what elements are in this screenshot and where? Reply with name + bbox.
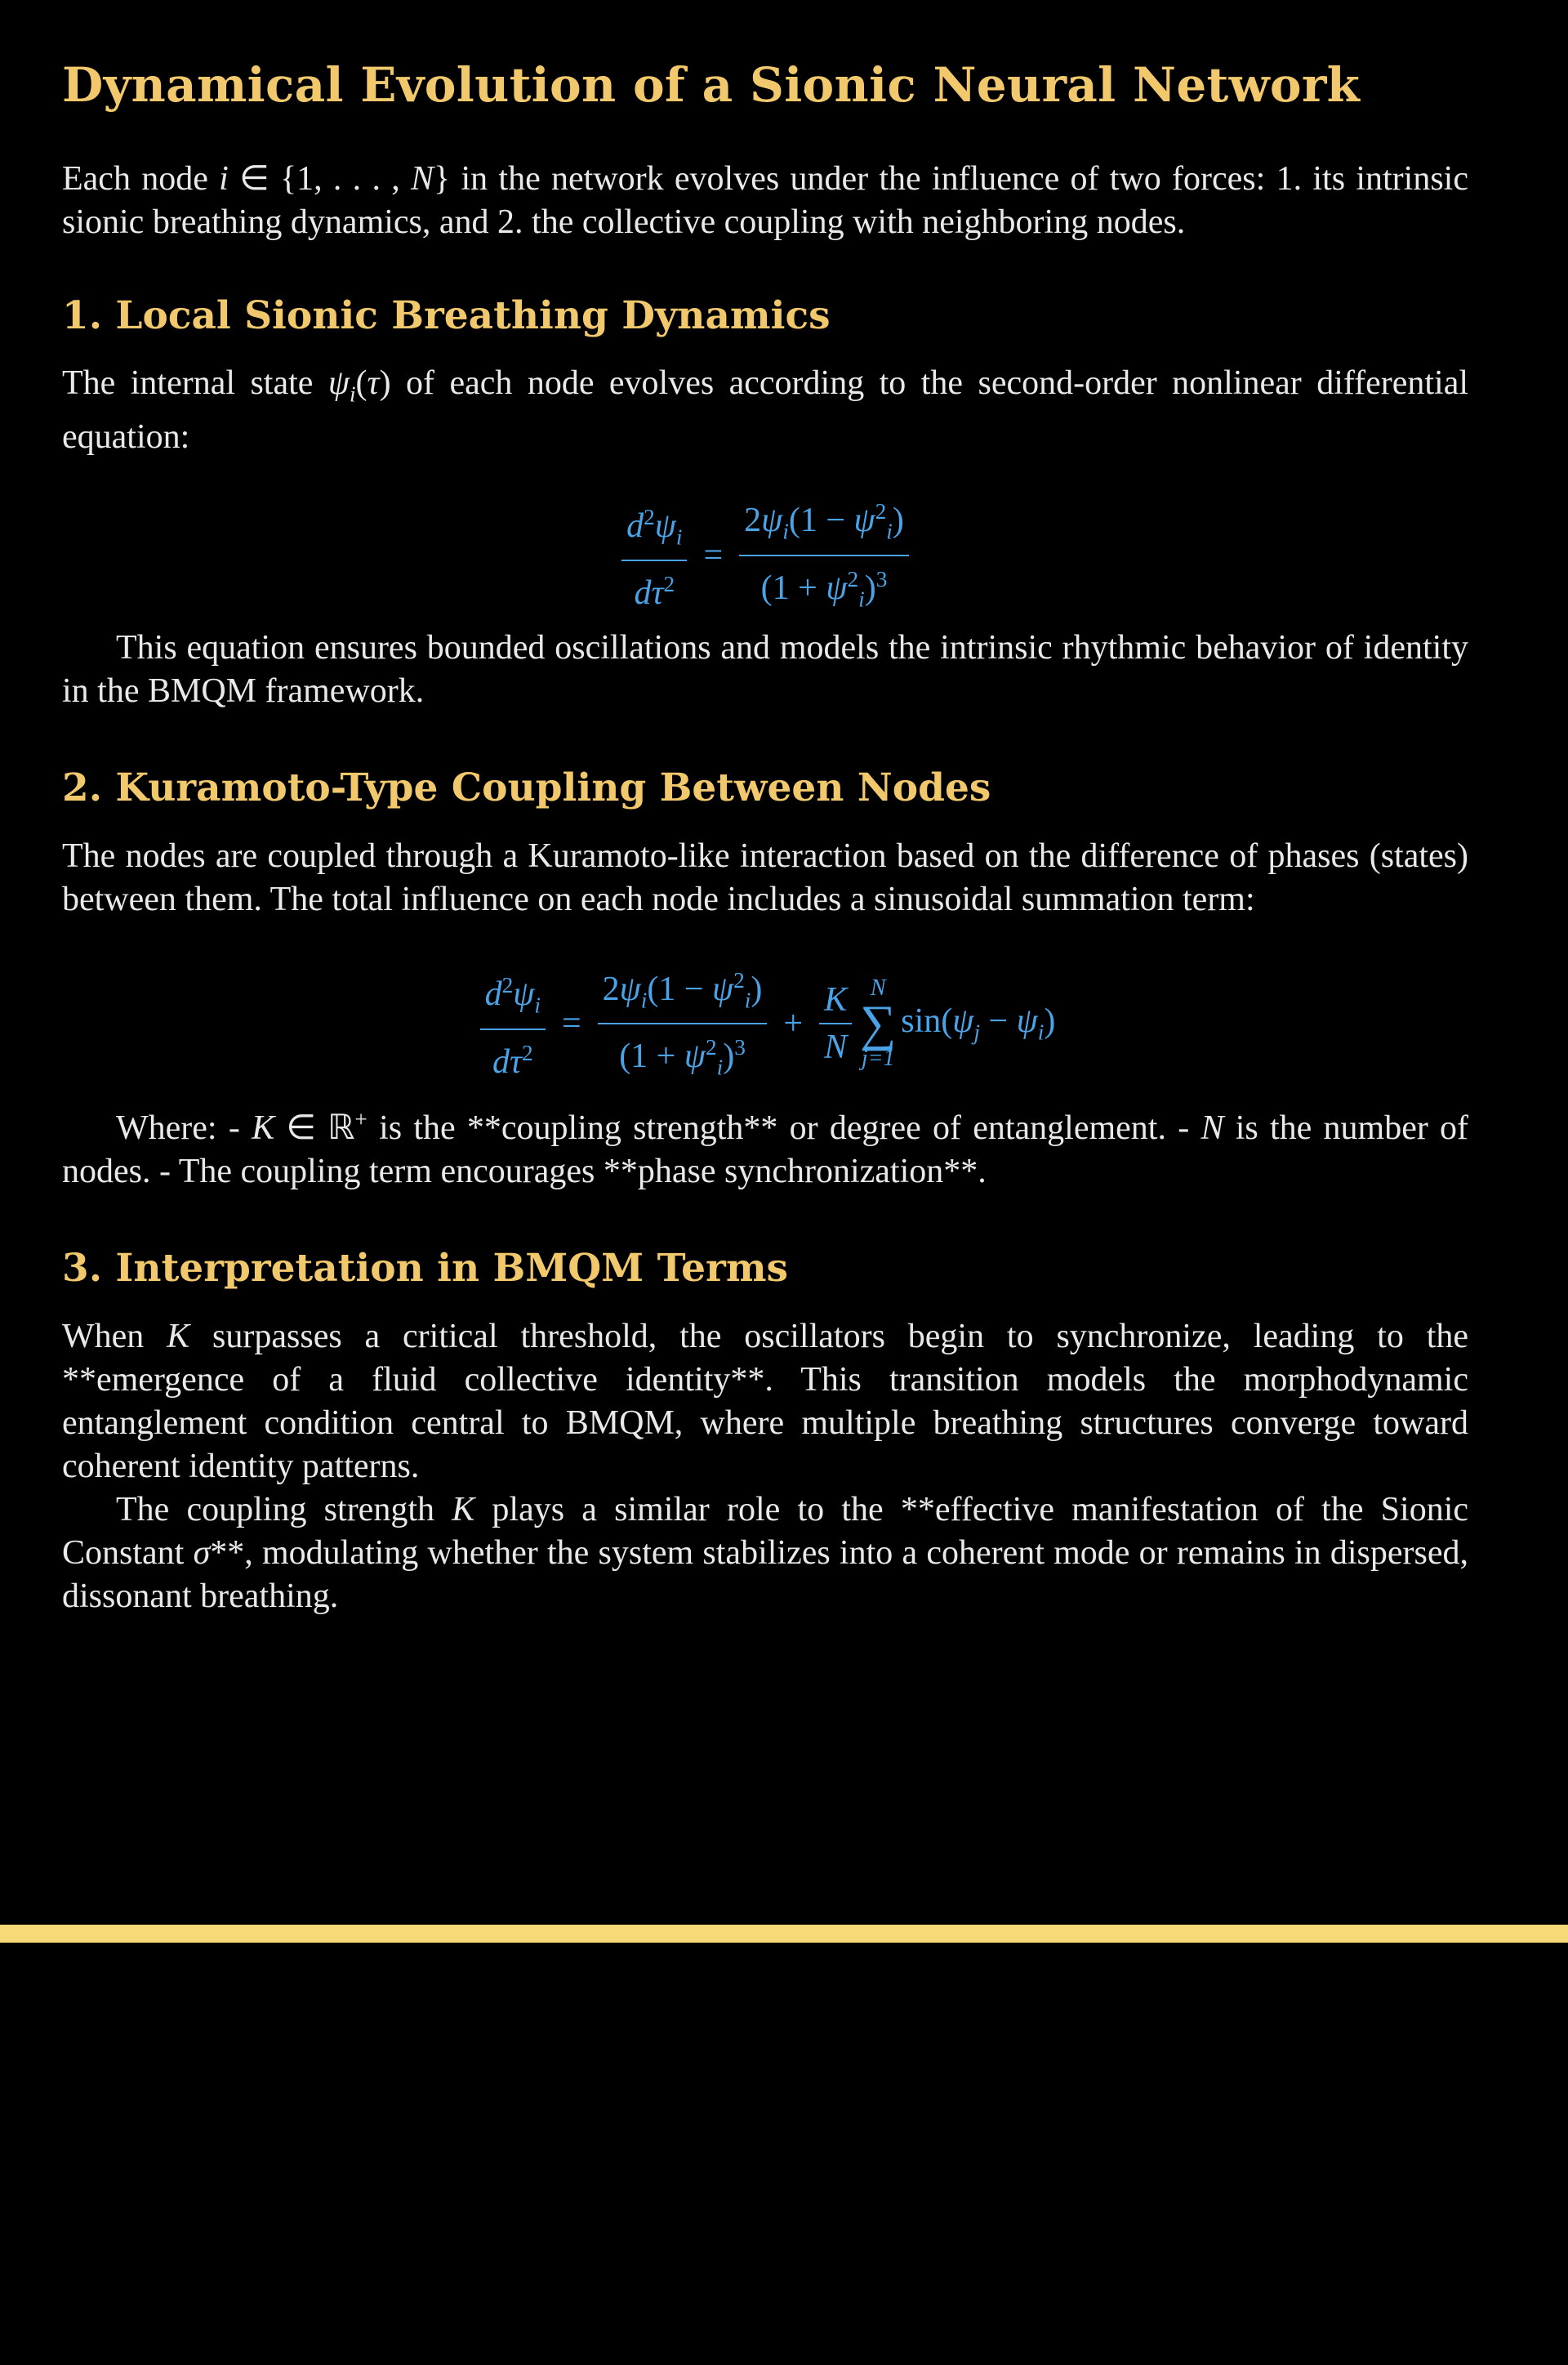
where-text-b: is the **coupling strength** or degree of entanglement. - xyxy=(379,1109,1190,1148)
section-3-p2-middle: plays a similar role to the **effective manifestation of the Sionic Constant xyxy=(62,1490,1469,1572)
intro-paragraph: Each node i ∈ {1, . . . , N} in the network evolves under the influence of two forces: 1. its intrinsic sionic breathing dynamics, and 2. the collective coupling with neighboring nodes. xyxy=(62,159,1468,241)
equation-local-breathing: $\frac{d^2\psi_i}{d\tau^2}$ = $\frac{2\psi_i(1 - \psi^2_i)}{(1 + \psi^2_i)^3}$ xyxy=(62,492,1468,618)
where-text-a: Where: - xyxy=(116,1109,240,1148)
eq2-lhs-fraction: $\frac{d^2\psi_i}{d\tau^2}$ xyxy=(480,966,546,1081)
intro-text-end: in the network evolves under the influence of two forces: 1. its intrinsic sionic breathing dynamics, and 2. the collective coupling with neighboring nodes. xyxy=(62,159,1468,241)
equation-kuramoto-coupling: $\frac{d^2\psi_i}{d\tau^2}$ = $\frac{2\psi_i(1 - \psi^2_i)}{(1 + \psi^2_i)^3}$ + $\frac{K}{N}$ N ∑ j=1 $\sin(\psi_j - \psi_i)$ xyxy=(62,961,1468,1087)
document-title: Dynamical Evolution of a Sionic Neural Network xyxy=(62,57,1361,113)
eq2-breathing-fraction: $\frac{2\psi_i(1 - \psi^2_i)}{(1 + \psi^2_i)^3}$ xyxy=(598,961,768,1087)
section-1-heading: 1. Local Sionic Breathing Dynamics xyxy=(62,292,831,338)
section-3-heading: 3. Interpretation in BMQM Terms xyxy=(62,1246,789,1292)
where-text-c: is the number of nodes. - The coupling term encourages **phase synchronization**. xyxy=(62,1109,1469,1191)
section-3-paragraph-1: When K surpasses a critical threshold, the oscillators begin to synchronize, leading to the **emergence of a fluid collective identity**. This transition models the morphodynamic entanglement condition central to BMQM, where multiple breathing structures converge toward coherent identity patterns. xyxy=(62,1317,1469,1485)
section-2-heading: 2. Kuramoto-Type Coupling Between Nodes xyxy=(62,765,991,811)
section-3-p1-end: surpasses a critical threshold, the oscillators begin to synchronize, leading to the **emergence of a fluid collective identity**. This transition models the morphodynamic entanglement condition central to BMQM, where multiple breathing structures converge toward coherent identity patterns. xyxy=(62,1317,1469,1485)
eq2-coupling-fraction: $\frac{K}{N}$ xyxy=(819,980,852,1067)
eq2-summation: N ∑ j=1 xyxy=(860,975,897,1071)
eq1-lhs-fraction: $\frac{d^2\psi_i}{d\tau^2}$ xyxy=(621,498,687,613)
section-2-where-paragraph: Where: - K ∈ ℝ+ is the **coupling strength** or degree of entanglement. - N is the number of nodes. - The coupling term encourages **phase synchronization**. xyxy=(62,1107,1469,1191)
document-page xyxy=(62,57,1468,1618)
section-3-paragraph-2: The coupling strength K plays a similar role to the **effective manifestation of the Sionic Constant σ**, modulating whether the system stabilizes into a coherent mode or remains in dispersed, dissonant breathing. xyxy=(62,1490,1469,1615)
section-1-text-end: of each node evolves according to the second-order nonlinear differential equation: xyxy=(62,364,1469,457)
section-1-text-start: The internal state xyxy=(62,364,314,402)
intro-text-start: Each node xyxy=(62,159,208,198)
section-3-p2-end: **, modulating whether the system stabilizes into a coherent mode or remains in dispersed, dissonant breathing. xyxy=(62,1533,1468,1615)
section-1-paragraph: The internal state $\psi_i(\tau)$ of each node evolves according to the second-order nonlinear differential equation: xyxy=(62,364,1469,457)
bottom-accent-bar xyxy=(0,1925,1568,1943)
section-1-after-equation: This equation ensures bounded oscillations and models the intrinsic rhythmic behavior of identity in the BMQM framework. xyxy=(62,629,1468,711)
section-3-p2-start: The coupling strength xyxy=(116,1490,434,1528)
section-2-paragraph: The nodes are coupled through a Kuramoto-like interaction based on the difference of phases (states) between them. The total influence on each node includes a sinusoidal summation term: xyxy=(62,837,1468,918)
eq1-rhs-fraction: $\frac{2\psi_i(1 - \psi^2_i)}{(1 + \psi^2_i)^3}$ xyxy=(739,492,909,618)
section-3-p1-start: When xyxy=(62,1317,145,1355)
